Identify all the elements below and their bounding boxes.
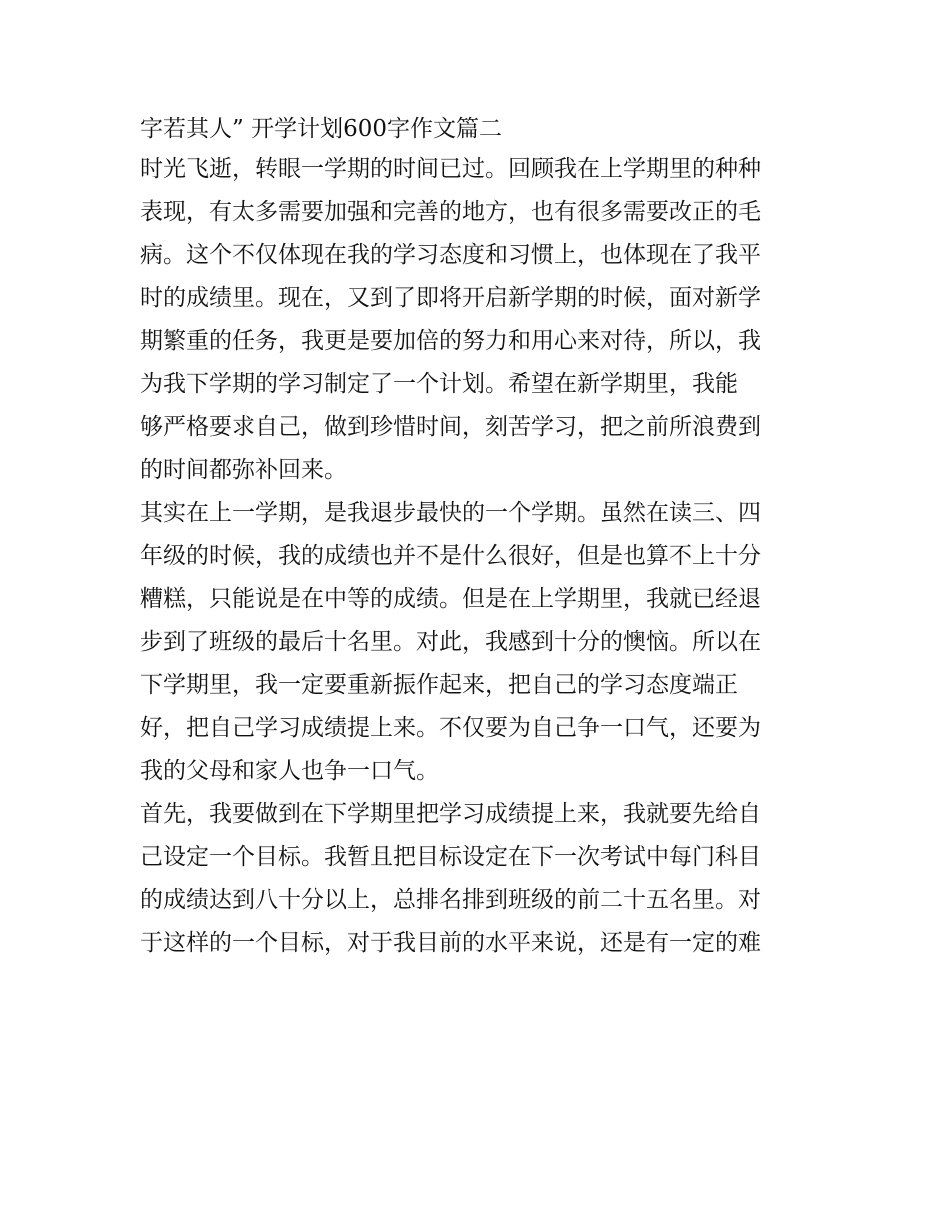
text-line: 己设定一个目标。我暂且把目标设定在下一次考试中每门科目	[140, 844, 761, 870]
paragraph-3	[140, 793, 815, 965]
text-line: 时的成绩里。现在，又到了即将开启新学期的时候，面对新学	[140, 285, 761, 311]
text-line: 的成绩达到八十分以上，总排名排到班级的前二十五名里。对	[140, 887, 761, 913]
text-line: 我的父母和家人也争一口气。	[140, 758, 439, 784]
text-line: 够严格要求自己，做到珍惜时间，刻苦学习，把之前所浪费到	[140, 414, 761, 440]
text-line: 首先，我要做到在下学期里把学习成绩提上来，我就要先给自	[140, 801, 761, 827]
text-line: 年级的时候，我的成绩也并不是什么很好，但是也算不上十分	[140, 543, 761, 569]
text-line: 好，把自己学习成绩提上来。不仅要为自己争一口气，还要为	[140, 715, 761, 741]
paragraph-2	[140, 492, 815, 793]
text-line: 表现，有太多需要加强和完善的地方，也有很多需要改正的毛	[140, 199, 761, 225]
text-line: 时光飞逝，转眼一学期的时间已过。回顾我在上学期里的种种	[140, 156, 761, 182]
text-line: 步到了班级的最后十名里。对此，我感到十分的懊恼。所以在	[140, 629, 761, 655]
text-line: 下学期里，我一定要重新振作起来，把自己的学习态度端正	[140, 672, 738, 698]
text-line: 糟糕，只能说是在中等的成绩。但是在上学期里，我就已经退	[140, 586, 761, 612]
text-line: 于这样的一个目标，对于我目前的水平来说，还是有一定的难	[140, 930, 761, 956]
text-line: 为我下学期的学习制定了一个计划。希望在新学期里，我能	[140, 371, 738, 397]
text-line: 期繁重的任务，我更是要加倍的努力和用心来对待，所以，我	[140, 328, 761, 354]
paragraph-1	[140, 148, 815, 492]
text-line: 其实在上一学期，是我退步最快的一个学期。虽然在读三、四	[140, 500, 761, 526]
document-body	[140, 110, 815, 965]
text-line: 病。这个不仅体现在我的学习态度和习惯上，也体现在了我平	[140, 242, 761, 268]
text-line: 的时间都弥补回来。	[140, 457, 347, 483]
document-title: 字若其人” 开学计划600字作文篇二	[140, 116, 502, 142]
